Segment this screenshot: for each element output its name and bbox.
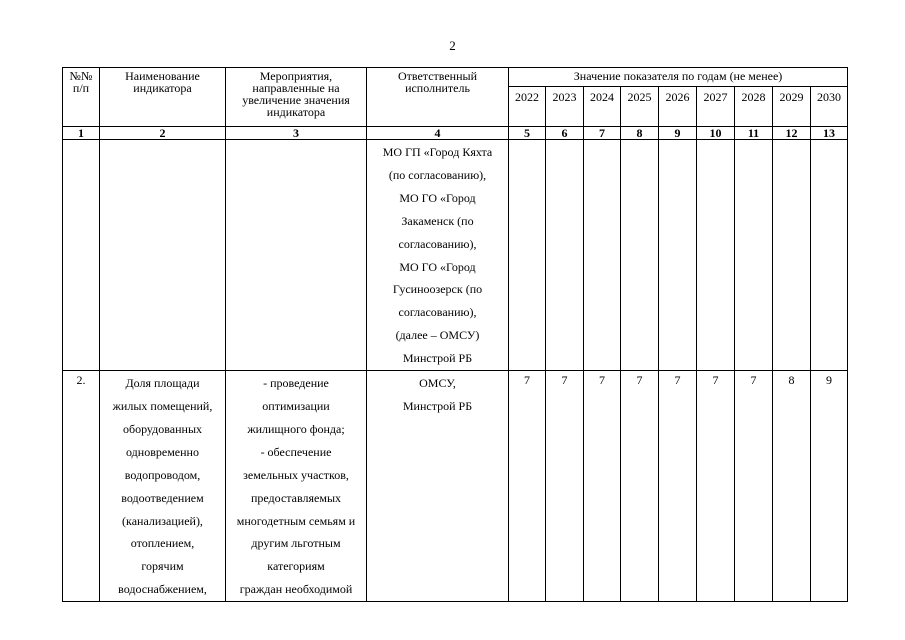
header-year: 2027 <box>697 87 735 127</box>
executor-line: (по согласованию), <box>388 167 487 182</box>
measures-line: - обеспечение <box>260 444 332 459</box>
column-number: 8 <box>621 127 659 140</box>
column-number: 9 <box>659 127 697 140</box>
indicator-line: отоплением, <box>130 536 195 551</box>
value-cell: 8 <box>773 371 811 602</box>
measures-line: - проведение <box>263 376 329 391</box>
measures-line: многодетным семьям и <box>236 513 356 528</box>
measures-line: оптимизации <box>262 398 330 413</box>
measures-line: земельных участков, <box>243 467 349 482</box>
value-cell: 7 <box>546 371 584 602</box>
indicator-line: жилых помещений, <box>112 398 213 413</box>
column-number: 13 <box>811 127 848 140</box>
header-measures: Мероприятия, направленные на увеличение значения индикатора <box>226 68 367 127</box>
row-number-cell: 2. <box>63 371 100 602</box>
column-numbers-row <box>63 127 848 140</box>
header-year: 2030 <box>811 87 848 127</box>
value-cell: 7 <box>584 371 621 602</box>
executor-line: Закаменск (по <box>401 213 474 228</box>
column-number: 11 <box>735 127 773 140</box>
header-year: 2022 <box>509 87 546 127</box>
measures-cell <box>226 371 367 602</box>
executor-line: Минстрой РБ <box>402 398 473 413</box>
indicator-line: водопроводом, <box>124 467 201 482</box>
value-cell: 9 <box>811 371 848 602</box>
indicator-line: водоснабжением, <box>118 582 207 597</box>
executor-line: Минстрой РБ <box>402 351 473 366</box>
indicator-line: горячим <box>141 559 184 574</box>
value-cell <box>659 140 697 371</box>
column-number: 6 <box>546 127 584 140</box>
executor-line: Гусиноозерск (по <box>392 282 483 297</box>
header-indicator: Наименование индикатора <box>100 68 226 127</box>
measures-line: граждан необходимой <box>239 582 353 597</box>
indicator-line: одновременно <box>126 444 199 459</box>
value-cell <box>509 140 546 371</box>
measures-line: категориям <box>267 559 325 574</box>
value-cell: 7 <box>659 371 697 602</box>
table-row <box>63 140 848 371</box>
measures-line: жилищного фонда; <box>247 421 345 436</box>
column-number: 5 <box>509 127 546 140</box>
column-number: 12 <box>773 127 811 140</box>
value-cell: 7 <box>621 371 659 602</box>
header-num: №№ п/п <box>63 68 100 127</box>
executor-line: МО ГО «Город <box>399 190 476 205</box>
executor-cell <box>367 371 509 602</box>
header-year: 2024 <box>584 87 621 127</box>
header-year: 2026 <box>659 87 697 127</box>
indicator-cell <box>100 371 226 602</box>
value-cell: 7 <box>509 371 546 602</box>
value-cell <box>621 140 659 371</box>
header-executor: Ответственный исполнитель <box>367 68 509 127</box>
value-cell <box>773 140 811 371</box>
column-number: 4 <box>367 127 509 140</box>
value-cell: 7 <box>735 371 773 602</box>
indicators-table <box>62 67 848 602</box>
indicator-line: водоотведением <box>121 490 204 505</box>
column-number: 7 <box>584 127 621 140</box>
executor-line: согласованию), <box>398 305 477 320</box>
value-cell <box>697 140 735 371</box>
column-number: 3 <box>226 127 367 140</box>
executor-cell <box>367 140 509 371</box>
executor-line: МО ГО «Город <box>399 259 476 274</box>
value-cell <box>546 140 584 371</box>
value-cell <box>584 140 621 371</box>
measures-line: предоставляемых <box>250 490 342 505</box>
executor-line: МО ГП «Город Кяхта <box>382 145 493 159</box>
header-year: 2028 <box>735 87 773 127</box>
column-number: 1 <box>63 127 100 140</box>
page-number: 2 <box>449 38 456 53</box>
header-year: 2023 <box>546 87 584 127</box>
value-cell <box>735 140 773 371</box>
value-cell: 7 <box>697 371 735 602</box>
table-row <box>63 371 848 602</box>
value-cell <box>811 140 848 371</box>
row-number-cell <box>63 140 100 371</box>
executor-line: согласованию), <box>398 236 477 251</box>
column-number: 10 <box>697 127 735 140</box>
column-number: 2 <box>100 127 226 140</box>
header-years-title: Значение показателя по годам (не менее) <box>509 68 848 87</box>
indicator-line: (канализацией), <box>122 513 203 528</box>
indicator-line: оборудованных <box>122 421 203 436</box>
indicator-line: Доля площади <box>125 376 200 391</box>
header-year: 2029 <box>773 87 811 127</box>
indicator-cell <box>100 140 226 371</box>
executor-line: ОМСУ, <box>419 376 456 391</box>
header-row <box>63 68 848 87</box>
header-year: 2025 <box>621 87 659 127</box>
executor-line: (далее – ОМСУ) <box>395 328 480 343</box>
measures-cell <box>226 140 367 371</box>
measures-line: другим льготным <box>251 536 341 551</box>
